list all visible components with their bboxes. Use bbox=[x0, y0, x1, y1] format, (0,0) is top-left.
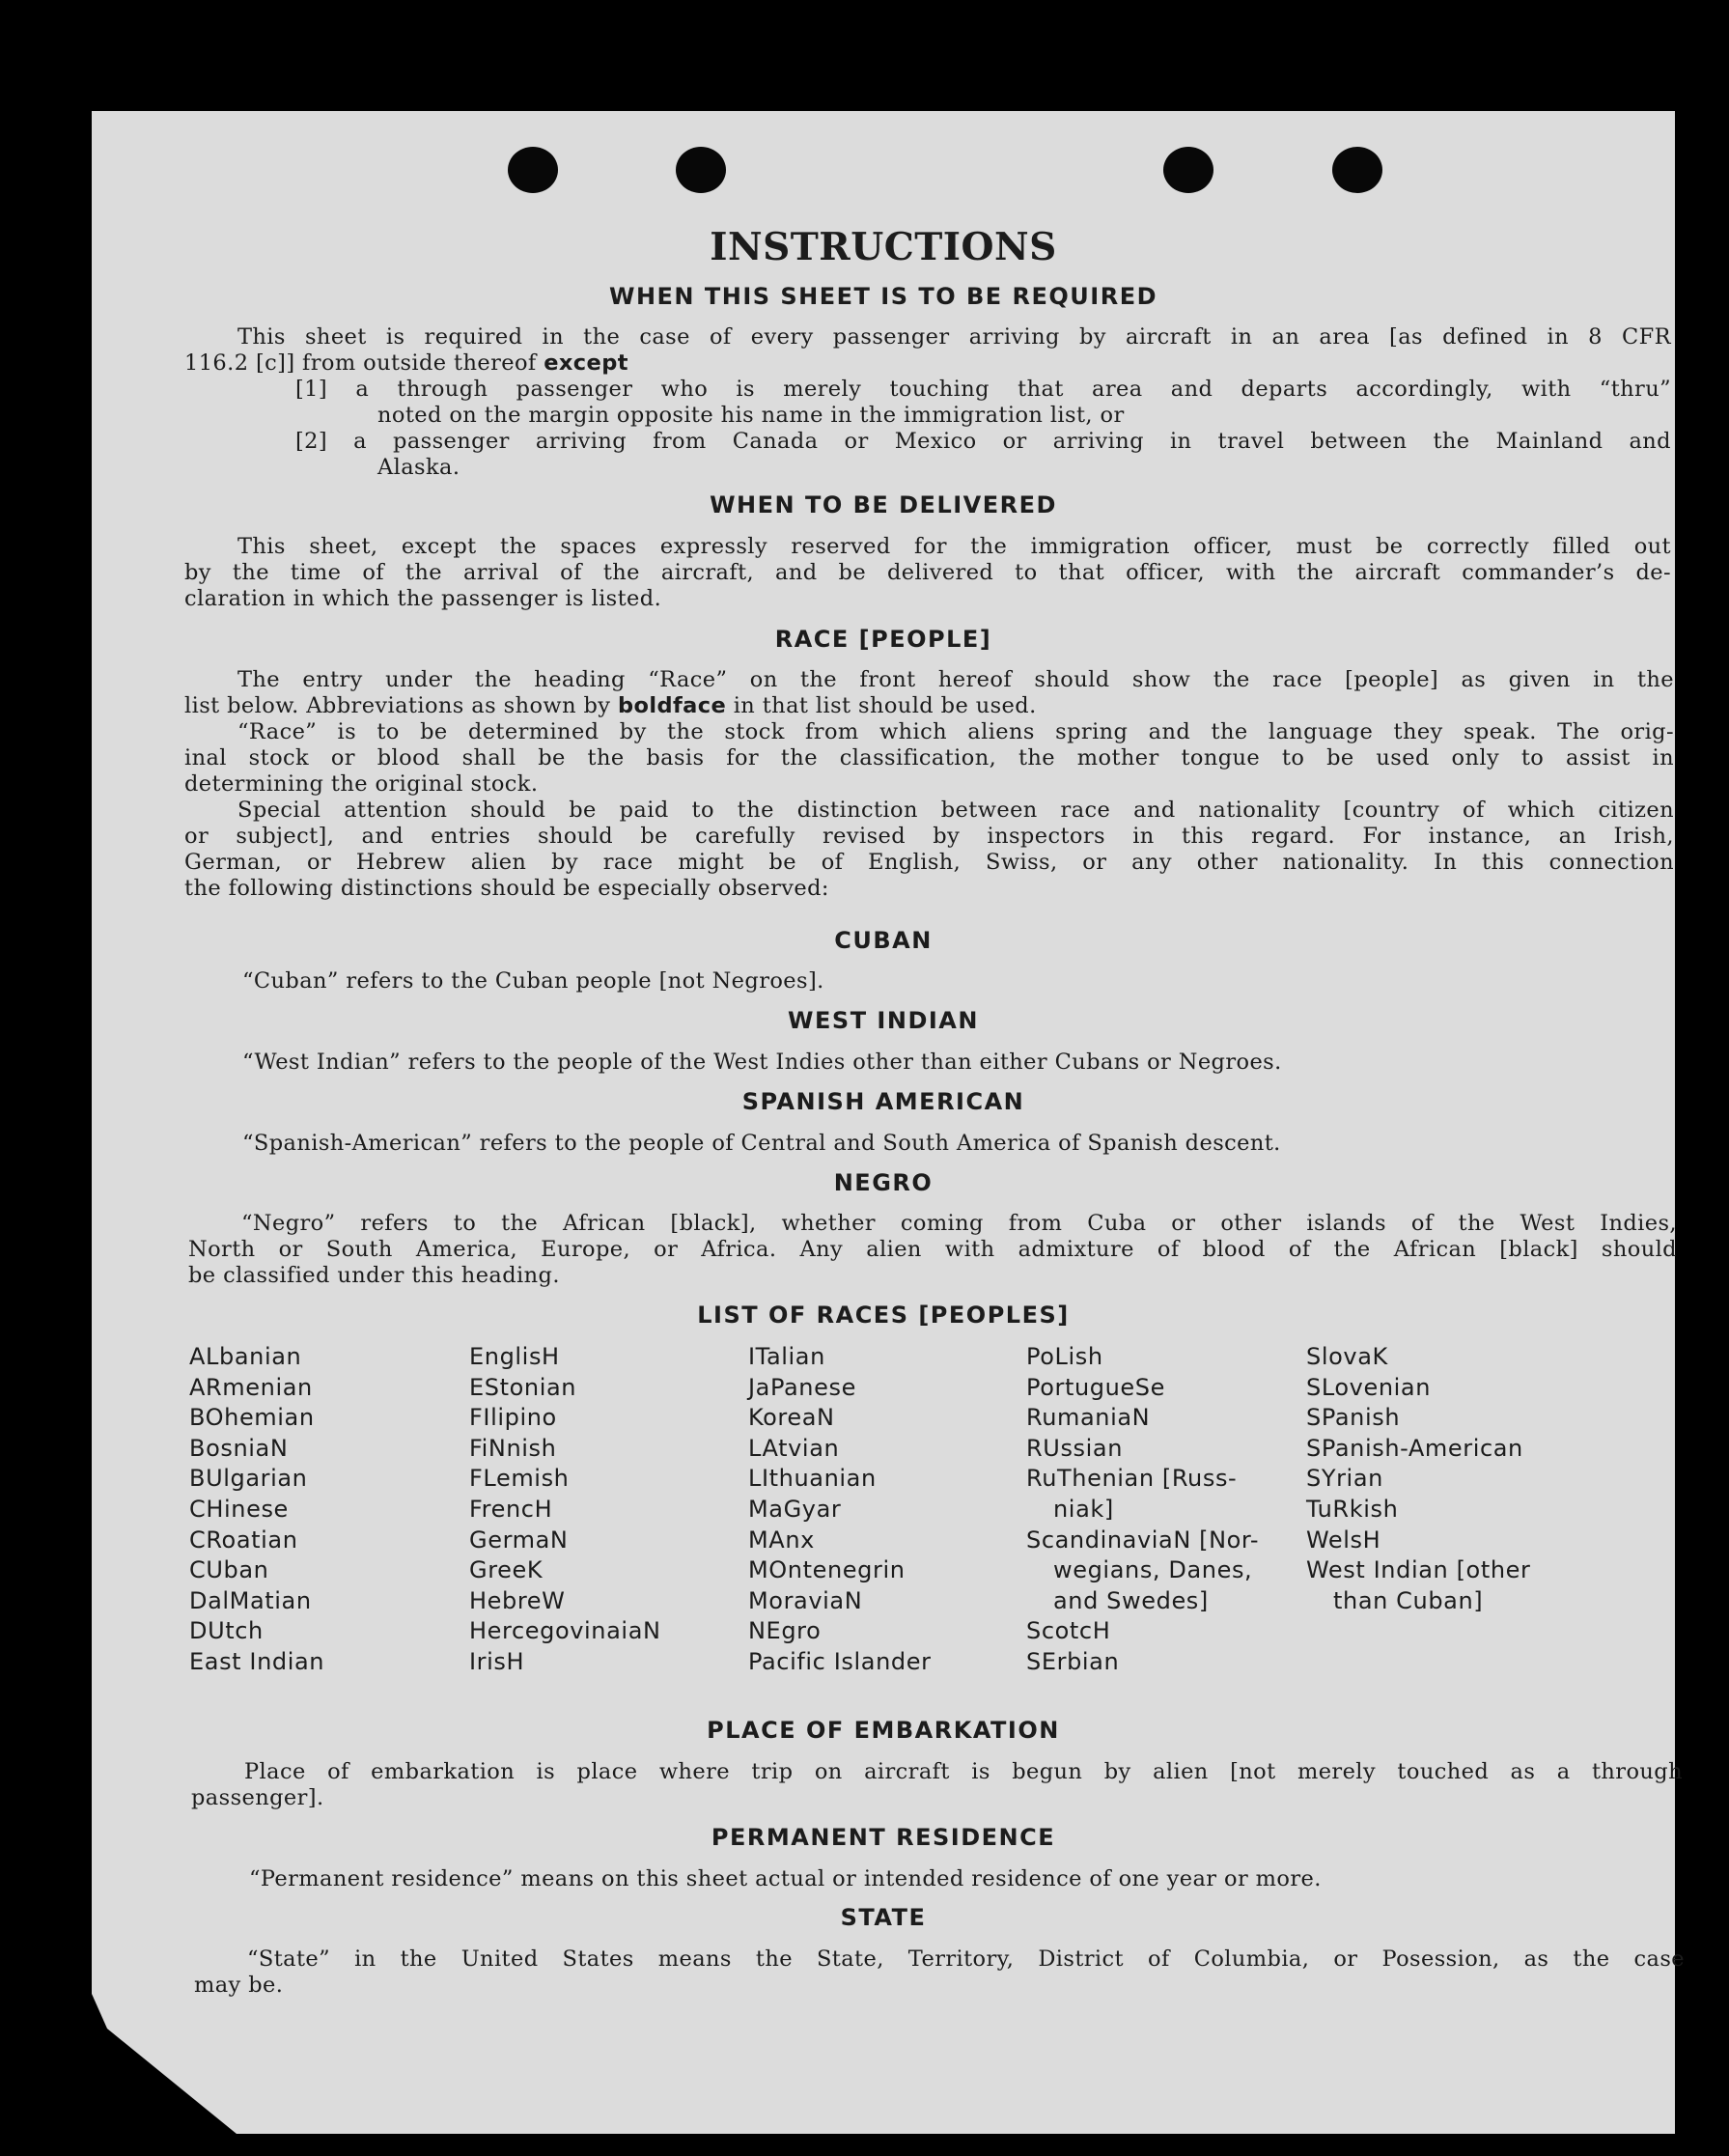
race-item: FIlipino bbox=[469, 1404, 557, 1432]
paragraph-negro: “Negro” refers to the African [black], whether coming from Cuba or other islands of the West Indies, North or South America, Europe, or Africa. Any alien with admixture of blood of the African [black] should be classified under this heading. bbox=[188, 1211, 1677, 1288]
race-item: West Indian [other bbox=[1306, 1556, 1531, 1584]
heading-spanish-american: SPANISH AMERICAN bbox=[741, 1088, 1025, 1115]
race-item: EStonian bbox=[469, 1373, 577, 1401]
races-column-1 bbox=[189, 1342, 324, 1678]
race-item: SLovenian bbox=[1306, 1373, 1432, 1401]
race-item: SYrian bbox=[1306, 1465, 1383, 1493]
race-item: SPanish bbox=[1306, 1404, 1401, 1432]
heading-when-required: WHEN THIS SHEET IS TO BE REQUIRED bbox=[608, 283, 1158, 310]
race-item: CHinese bbox=[189, 1495, 289, 1523]
race-item: FiNnish bbox=[469, 1434, 557, 1462]
heading-race: RACE [PEOPLE] bbox=[774, 626, 992, 653]
heading-place-of-embarkation: PLACE OF EMBARKATION bbox=[707, 1717, 1060, 1744]
race-item: SErbian bbox=[1026, 1647, 1120, 1675]
race-item: PortugueSe bbox=[1026, 1373, 1165, 1401]
race-item: ITalian bbox=[748, 1343, 825, 1370]
race-item: WelsH bbox=[1306, 1526, 1381, 1554]
race-item-continued: niak] bbox=[1053, 1495, 1114, 1523]
race-item: MaGyar bbox=[748, 1495, 842, 1523]
race-item: ALbanian bbox=[189, 1343, 302, 1370]
race-item: ScotcH bbox=[1026, 1617, 1111, 1645]
races-column-2 bbox=[469, 1342, 661, 1678]
race-item: LIthuanian bbox=[748, 1465, 877, 1493]
race-item: JaPanese bbox=[748, 1373, 856, 1401]
race-item: MoraviaN bbox=[748, 1586, 863, 1614]
race-item: TuRkish bbox=[1306, 1495, 1399, 1523]
race-item: DUtch bbox=[189, 1617, 264, 1645]
paragraph-west-indian: “West Indian” refers to the people of the West Indies other than either Cubans or Negroes. bbox=[242, 1050, 1282, 1075]
heading-when-delivered: WHEN TO BE DELIVERED bbox=[710, 491, 1057, 518]
race-item: East Indian bbox=[189, 1647, 325, 1675]
races-column-5 bbox=[1306, 1342, 1530, 1616]
race-item-continued: and Swedes] bbox=[1053, 1586, 1209, 1614]
race-item: SlovaK bbox=[1306, 1343, 1388, 1370]
paragraph-embarkation: Place of embarkation is place where trip on aircraft is begun by alien [not merely touched as a through passenger]. bbox=[191, 1759, 1683, 1810]
race-item-continued: than Cuban] bbox=[1333, 1586, 1484, 1614]
race-item: RUssian bbox=[1026, 1434, 1124, 1462]
paragraph-race: The entry under the heading “Race” on the front hereof should show the race [people] as given in the list below. Abbreviations as shown by boldface in that list should be used. “Race” is to be determined by the stock from which aliens spring and the language they speak. The orig- inal stock or blood shall be the basis for the classification, the mother tongue to be used only to assist in determining the original stock. Special attention should be paid to the distinction between race and nationality [country of which citizen or subject], and entries should be carefully revised by inspectors in this regard. For instance, an Irish, German, or Hebrew alien by race might be of English, Swiss, or any other nationality. In this connection the following distinctions should be especially observed: bbox=[184, 667, 1674, 901]
races-column-3 bbox=[748, 1342, 932, 1678]
heading-cuban: CUBAN bbox=[834, 927, 933, 954]
race-item: NEgro bbox=[748, 1617, 822, 1645]
race-item: GermaN bbox=[469, 1526, 569, 1554]
race-item: HebreW bbox=[469, 1586, 566, 1614]
race-item: EnglisH bbox=[469, 1343, 560, 1370]
heading-list-of-races: LIST OF RACES [PEOPLES] bbox=[697, 1302, 1070, 1329]
paragraph-spanish-american: “Spanish-American” refers to the people of Central and South America of Spanish descent. bbox=[242, 1131, 1281, 1156]
paragraph-when-delivered: This sheet, except the spaces expressly reserved for the immigration officer, must be correctly filled out by the time of the arrival of the aircraft, and be delivered to that officer, with the aircraft commander’s de- claration in which the passenger is listed. bbox=[184, 534, 1671, 611]
race-item: MAnx bbox=[748, 1526, 815, 1554]
race-item: RumaniaN bbox=[1026, 1404, 1151, 1432]
paragraph-when-required: This sheet is required in the case of every passenger arriving by aircraft in an area [as defined in 8 CFR 116.2 [c]] from outside thereof except [1] a through passenger who is merely touching that area and departs accordingly, with “thru” noted on the margin opposite his name in the immigration list, or [2] a passenger arriving from Canada or Mexico or arriving in travel between the Mainland and Alaska. bbox=[184, 324, 1671, 480]
race-item: FrencH bbox=[469, 1495, 553, 1523]
heading-west-indian: WEST INDIAN bbox=[788, 1007, 979, 1034]
paragraph-residence: “Permanent residence” means on this sheet actual or intended residence of one year or more. bbox=[249, 1866, 1322, 1891]
race-item: ARmenian bbox=[189, 1373, 313, 1401]
race-item: CRoatian bbox=[189, 1526, 298, 1554]
race-item: BUlgarian bbox=[189, 1465, 308, 1493]
race-item: KoreaN bbox=[748, 1404, 835, 1432]
race-item: PoLish bbox=[1026, 1343, 1103, 1370]
races-column-4 bbox=[1026, 1342, 1259, 1678]
race-item: Pacific Islander bbox=[748, 1647, 932, 1675]
race-item: CUban bbox=[189, 1556, 269, 1584]
race-item: DalMatian bbox=[189, 1586, 312, 1614]
race-item: GreeK bbox=[469, 1556, 544, 1584]
race-item: BOhemian bbox=[189, 1404, 315, 1432]
race-item: SPanish-American bbox=[1306, 1434, 1523, 1462]
paragraph-cuban: “Cuban” refers to the Cuban people [not Negroes]. bbox=[242, 968, 824, 994]
heading-state: STATE bbox=[840, 1904, 927, 1931]
race-item: RuThenian [Russ- bbox=[1026, 1465, 1238, 1493]
heading-negro: NEGRO bbox=[833, 1169, 934, 1196]
race-item: FLemish bbox=[469, 1465, 570, 1493]
race-item: HercegovinaiaN bbox=[469, 1617, 661, 1645]
paragraph-state: “State” in the United States means the State, Territory, District of Columbia, or Posession, as the case may be. bbox=[194, 1946, 1685, 1998]
race-item: BosniaN bbox=[189, 1434, 289, 1462]
race-item-continued: wegians, Danes, bbox=[1053, 1556, 1253, 1584]
race-item: MOntenegrin bbox=[748, 1556, 906, 1584]
race-item: LAtvian bbox=[748, 1434, 840, 1462]
heading-permanent-residence: PERMANENT RESIDENCE bbox=[711, 1824, 1056, 1851]
race-item: IrisH bbox=[469, 1647, 525, 1675]
race-item: ScandinaviaN [Nor- bbox=[1026, 1526, 1260, 1554]
page-title: INSTRUCTIONS bbox=[710, 225, 1057, 269]
instructions-page bbox=[92, 111, 1685, 2134]
